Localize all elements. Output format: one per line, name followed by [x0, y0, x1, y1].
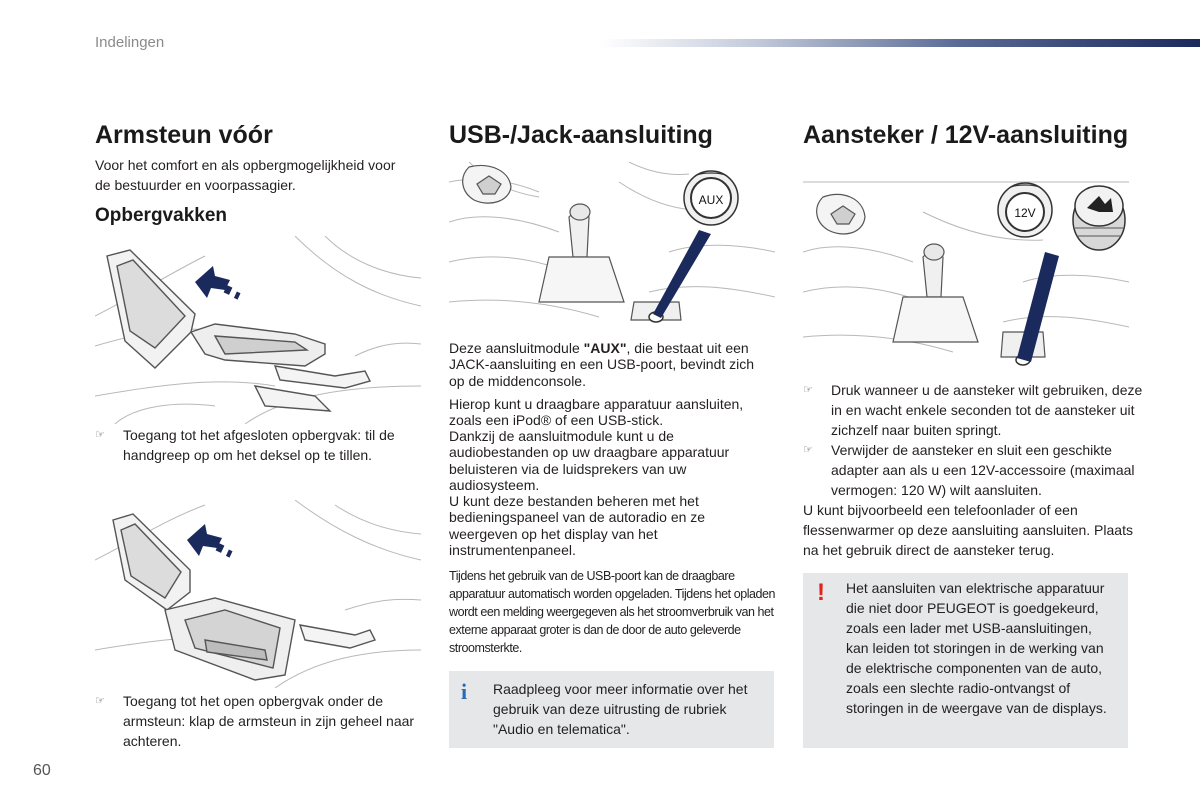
aux-console-illustration: [449, 162, 775, 330]
section-title-usb-jack: USB-/Jack-aansluiting: [449, 121, 713, 149]
info-icon: i: [461, 679, 468, 704]
running-header-title: Indelingen: [95, 34, 165, 51]
bullet-use-lighter-text: Druk wanneer u de aansteker wilt gebruiken, deze in en wacht enkele seconden tot de aansteker uit zichzelf naar buiten springt.: [831, 382, 1143, 438]
aux-socket-icon: [684, 171, 738, 225]
exclamation-icon: !: [817, 579, 825, 606]
pointing-finger-icon: ☞: [95, 695, 105, 707]
pointing-finger-icon: ☞: [803, 444, 813, 456]
bullet-12v-adapter-text: Verwijder de aansteker en sluit een geschikte adapter aan als u een 12V-accessoire (maximaal vermogen: 120 W) wilt aansluiten.: [831, 442, 1135, 498]
pointing-finger-icon: ☞: [803, 384, 813, 396]
cigarette-lighter-icon: [1073, 186, 1125, 250]
info-box-text: Raadpleeg voor meer informatie over het gebruik van deze uitrusting de rubriek "Audio en telematica".: [493, 681, 748, 737]
warning-box-text: Het aansluiten van elektrische apparatuur die niet door PEUGEOT is goedgekeurd, zoals een lader met USB-aansluitingen, kan leiden tot storingen in de werking van de elektrische componenten van de auto, zoals een slechte radio-ontvangst of storingen in de weergave van de displays.: [846, 580, 1107, 716]
subsection-title-storage: Opbergvakken: [95, 205, 227, 226]
usb-charging-note: Tijdens het gebruik van de USB-poort kan de draagbare apparatuur automatisch worden opgeladen. Tijdens het opladen wordt een melding weergegeven als het stroomverbruik van het externe apparaat groter is dan de door de auto geleverde stroomsterkte.: [449, 569, 776, 655]
aux-desc-bold: "AUX": [583, 340, 627, 356]
pointing-finger-icon: ☞: [95, 429, 105, 441]
12v-socket-icon: [998, 183, 1052, 237]
aux-socket-label: AUX: [698, 193, 724, 207]
aux-desc-part2: , die bestaat uit een JACK-aansluiting en een USB-poort, bevindt zich op de middenconsole.: [449, 340, 755, 389]
bullet-use-lighter: [803, 380, 1156, 440]
section-title-lighter: Aansteker / 12V-aansluiting: [803, 121, 1129, 149]
armrest-open-storage-illustration: [95, 500, 421, 688]
warning-box-electrical: [803, 573, 1128, 748]
lighter-usage-para: U kunt bijvoorbeeld een telefoonlader of een flessenwarmer op deze aansluiting aansluiten. Plaats na het gebruik direct de aansteker terug.: [803, 502, 1133, 558]
page-number: 60: [33, 762, 51, 779]
section-title-armrest: Armsteun vóór: [95, 121, 273, 149]
bullet-open-storage-text: Toegang tot het open opbergvak onder de armsteun: klap de armsteun in zijn geheel naar achteren.: [123, 693, 415, 749]
bullet-closed-storage-text: Toegang tot het afgesloten opbergvak: til de handgreep op om het deksel op te tillen.: [123, 427, 395, 463]
aux-desc-part1: Deze aansluitmodule: [449, 340, 584, 356]
bullet-open-storage: [95, 691, 423, 751]
info-box-audio: [449, 671, 774, 748]
armrest-intro: Voor het comfort en als opbergmogelijkheid voor de bestuurder en voorpassagier.: [95, 157, 396, 193]
bullet-12v-adapter: [803, 440, 1156, 500]
armrest-closed-storage-illustration: [95, 236, 421, 424]
aux-description: [449, 340, 759, 389]
aux-para-devices: Hierop kunt u draagbare apparatuur aansluiten, zoals een iPod® of een USB-stick.: [449, 396, 744, 429]
aux-para-manage: U kunt deze bestanden beheren met het bedieningspaneel van de autoradio en ze weergeven op het display van het instrumentenpaneel.: [449, 493, 706, 558]
header-gradient-bar: [600, 39, 1200, 47]
aux-para-audio: Dankzij de aansluitmodule kunt u de audiobestanden op uw draagbare apparatuur beluisteren via de luidsprekers van uw audiosysteem.: [449, 428, 730, 493]
lighter-console-illustration: [803, 172, 1129, 368]
12v-socket-label: 12V: [1014, 206, 1036, 220]
bullet-closed-storage: [95, 425, 423, 465]
